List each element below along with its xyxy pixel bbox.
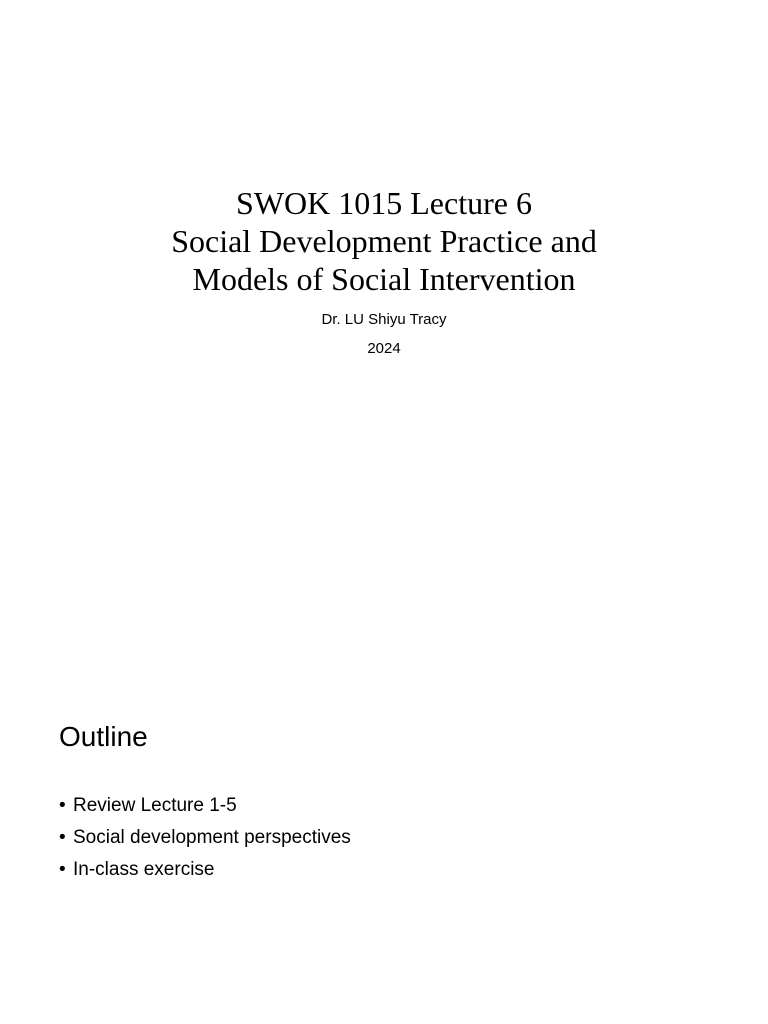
list-item: [59, 822, 351, 854]
list-item-text: Social development perspectives: [73, 827, 351, 848]
bullet-mark: •: [59, 859, 66, 880]
author-name: Dr. LU Shiyu Tracy: [321, 311, 447, 328]
outline-heading: Outline: [59, 721, 148, 752]
lecture-year: 2024: [367, 340, 401, 357]
title-line-topic-continued: Models of Social Intervention: [192, 261, 576, 297]
title-line-topic: Social Development Practice and: [171, 223, 597, 259]
title-line-course: SWOK 1015 Lecture 6: [236, 185, 532, 221]
list-item-text: In-class exercise: [73, 859, 215, 880]
list-item-text: Review Lecture 1-5: [73, 795, 237, 816]
outline-list: [59, 790, 351, 886]
bullet-mark: •: [59, 827, 66, 848]
list-item: [59, 790, 351, 822]
list-item: [59, 854, 351, 886]
bullet-mark: •: [59, 795, 66, 816]
